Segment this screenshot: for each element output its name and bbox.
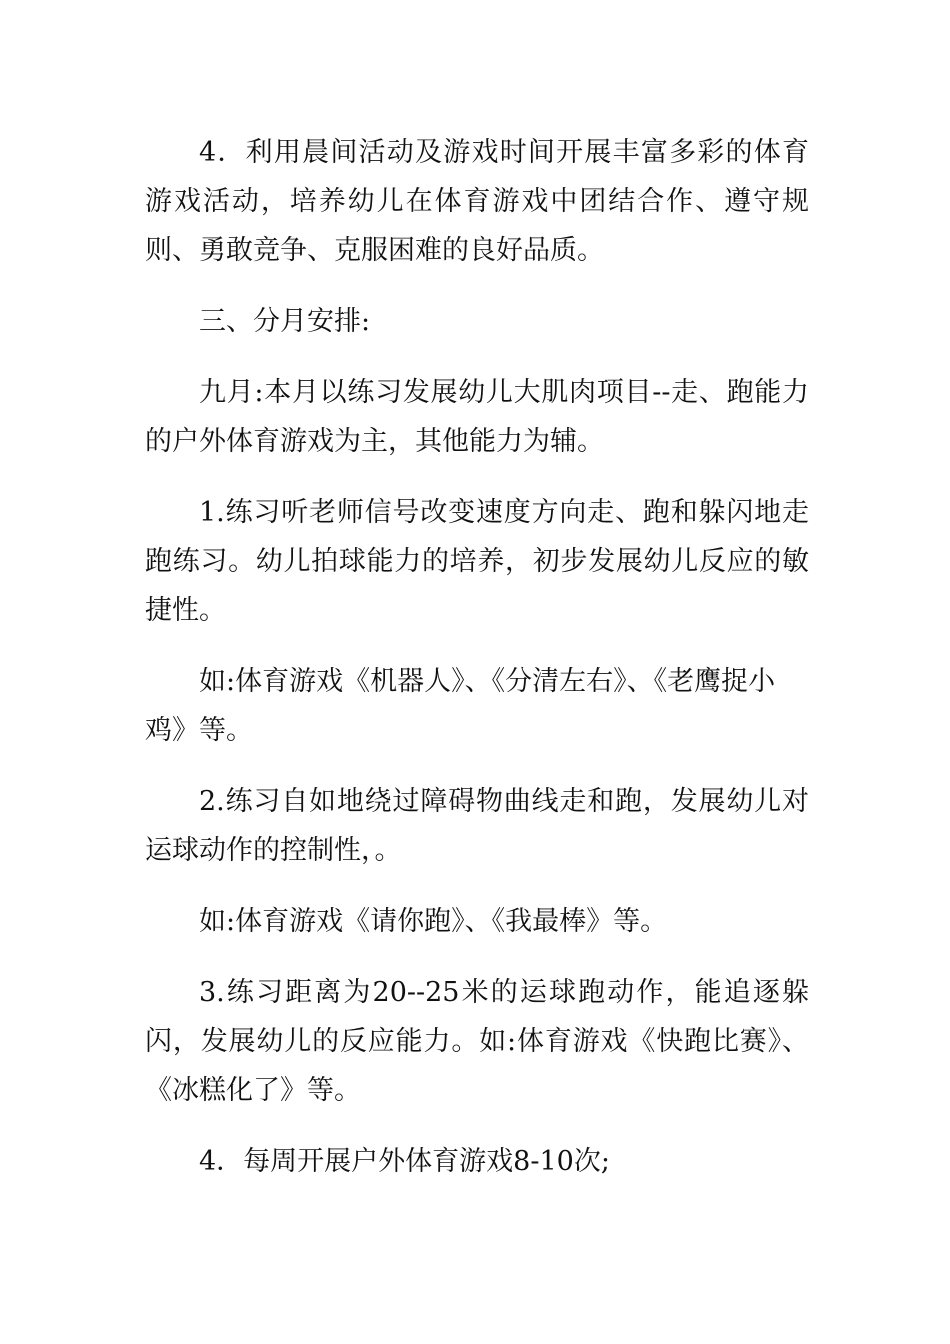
paragraph-activity-goal: 4．利用晨间活动及游戏时间开展丰富多彩的体育游戏活动，培养幼儿在体育游戏中团结合作、遵守规则、勇敢竞争、克服困难的良好品质。 (145, 137, 809, 266)
paragraph-item-2: 2.练习自如地绕过障碍物曲线走和跑，发展幼儿对运球动作的控制性，。 (145, 786, 809, 866)
paragraph-item-4: 4．每周开展户外体育游戏8-10次; (199, 1146, 610, 1177)
paragraph-item-3: 3.练习距离为20--25米的运球跑动作，能追逐躲闪，发展幼儿的反应能力。如:体育游戏《快跑比赛》、《冰糕化了》等。 (145, 977, 809, 1106)
section-heading-monthly-plan: 三、分月安排: (199, 306, 371, 337)
paragraph-september-overview: 九月:本月以练习发展幼儿大肌肉项目--走、跑能力的户外体育游戏为主，其他能力为辅。 (145, 377, 809, 457)
paragraph-example-1: 如:体育游戏《机器人》、《分清左右》、《老鹰捉小鸡》等。 (145, 666, 776, 746)
document-body (145, 128, 809, 1208)
paragraph-item-1: 1.练习听老师信号改变速度方向走、跑和躲闪地走跑练习。幼儿拍球能力的培养，初步发展幼儿反应的敏捷性。 (145, 497, 809, 626)
paragraph-example-2: 如:体育游戏《请你跑》、《我最棒》等。 (199, 906, 668, 937)
